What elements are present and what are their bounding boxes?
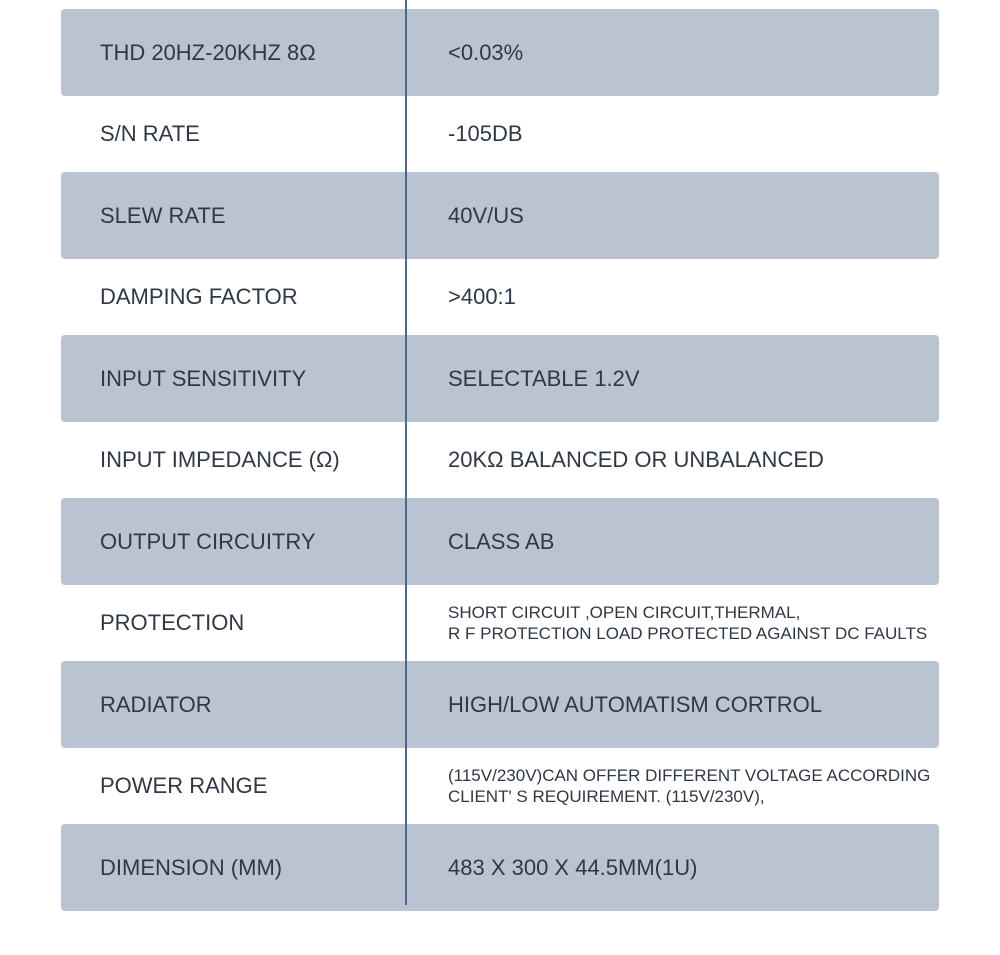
spec-value-line: SHORT CIRCUIT ,OPEN CIRCUIT,THERMAL, [448, 603, 801, 622]
spec-value [448, 91, 523, 178]
spec-value-line: R F PROTECTION LOAD PROTECTED AGAINST DC FAULTS [448, 624, 928, 643]
spec-value [448, 172, 524, 259]
spec-label: INPUT IMPEDANCE (Ω) [100, 447, 340, 472]
spec-value-line: 20KΩ BALANCED OR UNBALANCED [448, 447, 824, 472]
spec-value [448, 254, 516, 341]
spec-label: INPUT SENSITIVITY [100, 365, 307, 391]
spec-row [61, 498, 939, 585]
spec-value-line: (115V/230V)CAN OFFER DIFFERENT VOLTAGE ACCORDING [448, 766, 931, 785]
spec-value-line: <0.03% [448, 39, 524, 65]
spec-label: S/N RATE [100, 121, 200, 146]
spec-label: DAMPING FACTOR [100, 284, 298, 309]
spec-value [448, 335, 640, 422]
spec-label: SLEW RATE [100, 202, 226, 228]
column-divider [405, 0, 407, 905]
spec-value-line: SELECTABLE 1.2V [448, 365, 640, 391]
spec-value [448, 498, 554, 585]
spec-row [61, 417, 939, 504]
spec-row [61, 91, 939, 178]
spec-value-line: 483 X 300 X 44.5MM(1U) [448, 854, 698, 880]
spec-value-line: HIGH/LOW AUTOMATISM CORTROL [448, 691, 823, 717]
spec-label: DIMENSION (MM) [100, 854, 283, 880]
spec-value [448, 580, 927, 667]
spec-row [61, 254, 939, 341]
spec-row [61, 580, 939, 667]
spec-row [61, 9, 939, 96]
spec-row [61, 743, 939, 830]
spec-value-line: CLASS AB [448, 528, 555, 554]
spec-value-line: 40V/US [448, 202, 524, 228]
spec-label: THD 20HZ-20KHZ 8Ω [100, 39, 316, 65]
spec-label: PROTECTION [100, 610, 245, 635]
spec-row [61, 661, 939, 748]
spec-row [61, 335, 939, 422]
spec-row [61, 824, 939, 911]
spec-value [448, 743, 930, 830]
spec-value-line: >400:1 [448, 284, 516, 309]
spec-label: POWER RANGE [100, 773, 268, 798]
spec-row [61, 172, 939, 259]
spec-value [448, 661, 822, 748]
spec-value [448, 417, 824, 504]
spec-label: OUTPUT CIRCUITRY [100, 528, 316, 554]
spec-value [448, 9, 523, 96]
spec-value [448, 824, 697, 911]
spec-value-line: -105DB [448, 121, 523, 146]
spec-value-line: CLIENT' S REQUIREMENT. (115V/230V), [448, 787, 765, 806]
spec-label: RADIATOR [100, 691, 212, 717]
